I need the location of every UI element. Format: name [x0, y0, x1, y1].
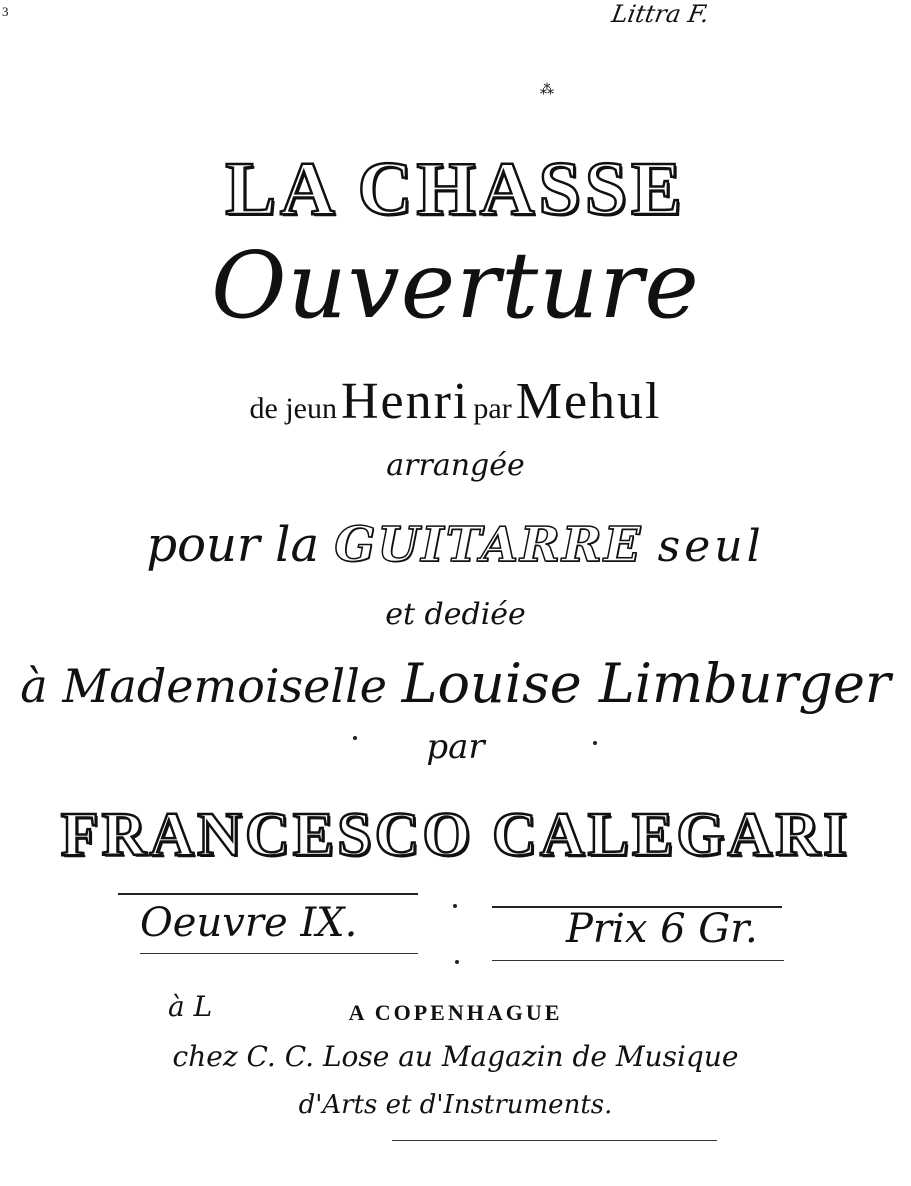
subtitle-henri: Henri — [340, 373, 470, 430]
divider-rule — [492, 960, 784, 961]
subtitle-de-jeun: de jeun — [249, 392, 337, 425]
title-line-2: Ouverture — [211, 232, 700, 339]
opus-number: Oeuvre IX. — [140, 900, 358, 946]
publisher-line-1: chez C. C. Lose au Magazin de Musique — [172, 1040, 739, 1073]
divider-rule — [140, 953, 418, 954]
dediee-text: et dediée — [385, 597, 526, 632]
decorative-dot — [593, 741, 597, 745]
decorative-dot — [455, 960, 459, 964]
price: Prix 6 Gr. — [566, 906, 758, 952]
margin-note: 3 — [2, 4, 9, 19]
place-prefix: à L — [168, 990, 213, 1023]
dedication-prefix: à Mademoiselle — [20, 659, 388, 713]
par-text: par — [426, 727, 485, 767]
instrument-seul: seul — [657, 521, 765, 572]
instrument-line — [0, 517, 911, 573]
subtitle-mehul: Mehul — [515, 373, 662, 430]
publication-city: A COPENHAGUE — [348, 1000, 563, 1025]
bottom-rule — [392, 1140, 717, 1141]
dedication-line — [0, 652, 911, 715]
decorative-dot — [353, 736, 357, 740]
ornament: ⁂ — [540, 83, 554, 98]
title-line-1: LA CHASSE — [225, 147, 686, 231]
arrangee-text: arrangée — [386, 448, 525, 483]
subtitle-par: par — [473, 392, 512, 425]
dedicatee-name: Louise Limburger — [401, 652, 891, 715]
divider-rule — [118, 893, 418, 895]
instrument-pour-la: pour la — [146, 517, 320, 573]
publisher-line-2: d'Arts et d'Instruments. — [298, 1090, 613, 1120]
instrument-guitarre: GUITARRE — [334, 517, 643, 573]
subtitle-line — [0, 372, 911, 431]
composer-name: FRANCESCO CALEGARI — [60, 801, 851, 869]
decorative-dot — [453, 904, 457, 908]
catalog-annotation: Littra F. — [609, 0, 712, 28]
